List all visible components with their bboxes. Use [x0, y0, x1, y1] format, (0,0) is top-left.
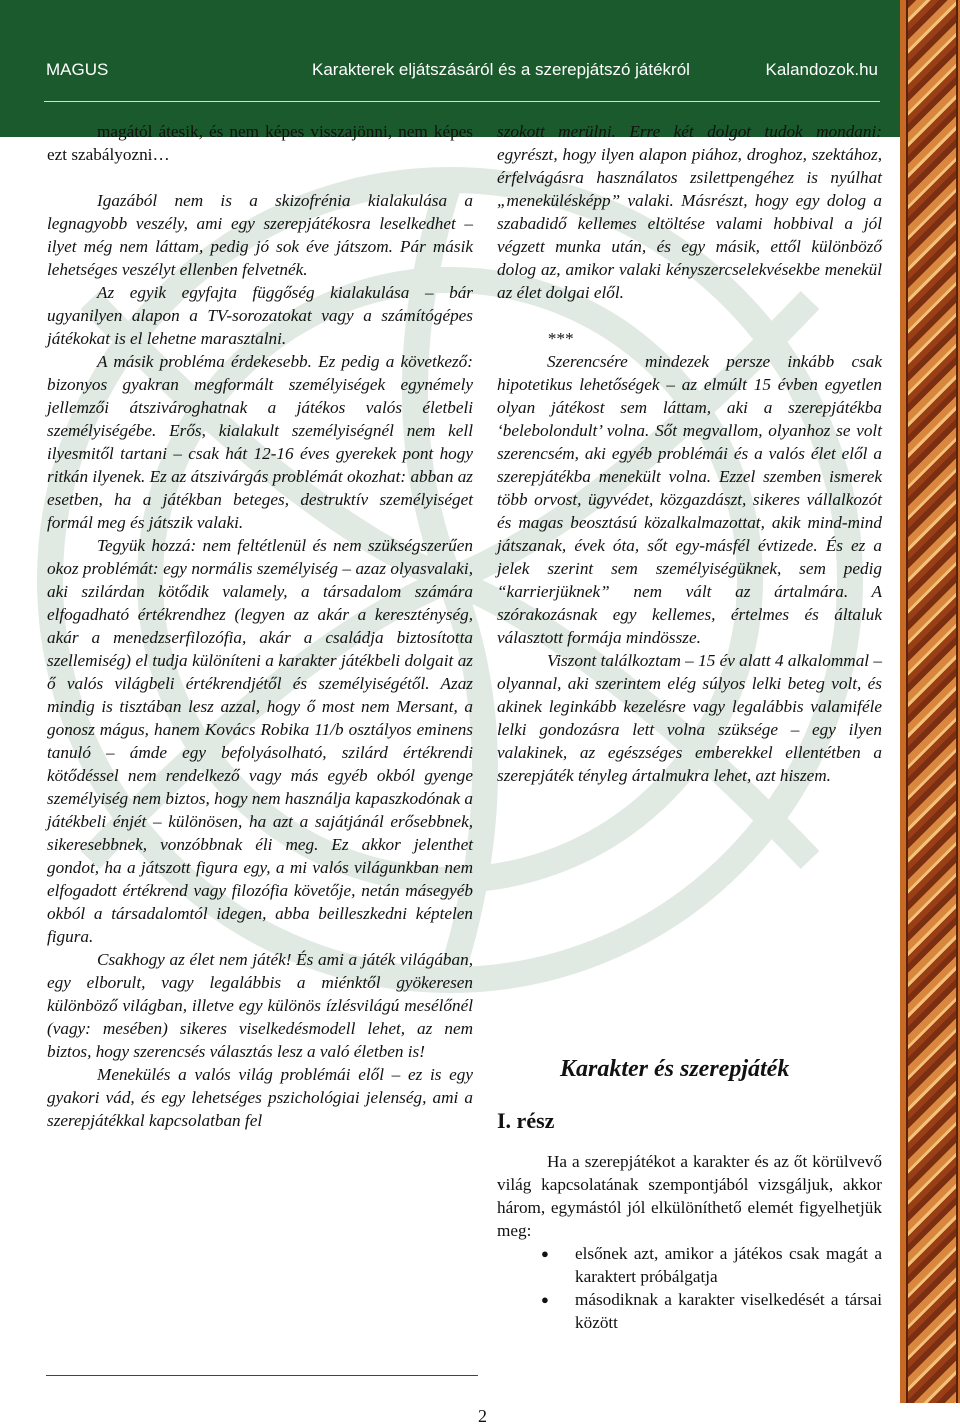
braid-pattern — [906, 0, 958, 1403]
right-column — [497, 120, 882, 787]
list-item: ● másodiknak a karakter viselkedését a társai között — [497, 1288, 882, 1334]
paragraph: szokott merülni. Erre két dolgot tudok mondani: egyrészt, hogy ilyen alapon piához, droghoz, szektához, érfelvágásra használatos zsilettpengéhez is nyúlhat „menekülésképp” valaki. Másrészt, hogy egy dolog a szabadidő kellemes eltöltése valami hobbival a jól végzett munka után, és egy másik, ettől különböző dolog az, amikor valaki kényszercselekvésekbe menekül az élet dolgai elől. — [497, 122, 882, 302]
section-separator: *** — [547, 329, 573, 348]
paragraph: Ha a szerepjátékot a karakter és az őt körülvevő világ kapcsolatának szempontjából vizsgáljuk, akkor három, egymástól jól elkülöníthető elemét figyelhetjük meg: — [497, 1152, 882, 1240]
paragraph: Igazából nem is a skizofrénia kialakulása a legnagyobb veszély, ami egy szerepjátékosra leselkedhet – ilyet még nem láttam, pedig jó sok éve játszom. Pár másik lehetséges veszélyt ellenben felvetnék. — [47, 191, 473, 279]
paragraph: Tegyük hozzá: nem feltétlenül és nem szükségszerűen okoz problémát: egy normális személyiség – azaz olyasvalaki, aki szilárdan kötődik valamely, a társadalom számára elfogadható értékrendhez (legyen az akár a kereszténység, akár a menedzserfilozófia, akár a családja biztosította szellemiség) el tudja különíteni a karakter játékbeli dolgait az ő valós világbeli értékrendjétől és személyiségétől. Azaz mindig is tisztában lesz azzal, hogy ő most nem Mersant, a gonosz mágus, hanem Kovács Robika 11/b osztályos eminens tanuló – ámde egy befolyásolható, szilárd értékrendi kötődéssel nem rendelkező vagy más egyéb okból gyenge személyiség nem biztos, hogy nem használja kapaszkodónak a játékbeli énjét – különösen, ha azt a sajátjánál erősebbnek, sikeresebbnek, vonzóbbnak éli meg. Ez akkor jelenthet gondot, ha a játszott figura egy, a mi valós világunkban nem elfogadott értékrend vagy filozófia követője, netán másegyéb okból a társadalomtól idegen, abba beilleszkedni képtelen figura. — [47, 536, 473, 946]
paragraph: Csakhogy az élet nem játék! És ami a játék világában, egy elborult, vagy legalábbis a miénktől gyökeresen különböző világban, illetve egy különös ízlésvilágú mesélőnél (vagy: mesében) sikeres viselkedésmodell lehet, az nem biztos, hogy szerencsés választás lesz a való életben is! — [47, 950, 473, 1061]
paragraph: Szerencsére mindezek persze inkább csak hipotetikus lehetőségek – az elmúlt 15 évben egyetlen olyan játékost sem láttam, aki a szerepjátékba ‘belebolondult’ volna. Sőt megvallom, olyanhoz se volt szerencsém, aki egyéb problémái és a valós élet elől a szerepjátékba menekült volna. Ezzel szemben ismerek több orvost, ügyvédet, közgazdászt, sikeres vállalkozót és magas beosztású közalkalmazottat, akik mind-mind játszanak, évek óta, sőt egy-másfél évtizede. És ez a jelek szerint sem személyiségüknek, sem pedig “karrierjüknek” nem vált az ártalmára. A szórakozásnak egy kellemes, értelmes és általuk választott formája mindössze. — [497, 352, 882, 647]
footer-divider — [46, 1375, 478, 1376]
paragraph: Viszont találkoztam – 15 év alatt 4 alkalommal – olyannal, aki szerintem elég súlyos lelki beteg volt, és akinek leginkább kezelésre vagy legalábbis valamiféle lelki gondozásra lett volna szüksége – egy ilyen valakinek, az egészséges emberekkel ellentétben a szerepjáték tényleg ártalmukra lehet, azt hiszem. — [497, 651, 882, 785]
running-header — [0, 60, 900, 82]
header-site: Kalandozok.hu — [765, 60, 878, 79]
paragraph: A másik probléma érdekesebb. Ez pedig a következő: bizonyos gyakran megformált személyiségek egynémely jellemzői átszivároghatnak a játékos valós életbeli személyiségébe. Erős, kialakult személyiségnél nem kell ilyesmitől tartani – csak hát 12-16 éves gyerekek pont hogy ritkán ilyenek. Ez az átszivárgás problémát okozhat: abban az esetben, ha a játékban beteges, destruktív személyiséget formál meg és játszik valaki. — [47, 352, 473, 532]
page-number: 2 — [478, 1406, 487, 1426]
header-magazine: MAGUS — [46, 60, 109, 79]
paragraph: Az egyik egyfajta függőség kialakulása – bár ugyanilyen alapon a TV-sorozatokat vagy a számítógépes játékokat is el lehetne marasztalni. — [47, 283, 473, 348]
page-body — [0, 106, 900, 1426]
left-column — [47, 120, 473, 1132]
header-article-title: Karakterek eljátszásáról és a szerepjátszó játékról — [312, 60, 690, 79]
section-intro-block — [497, 1150, 882, 1334]
section-title: Karakter és szerepjáték — [560, 1056, 790, 1082]
paragraph: Menekülés a valós világ problémái elől – ez is egy gyakori vád, és egy lehetséges pszichológiai jelenség, ami a szerepjátékkal kapcsolatban fel — [47, 1065, 473, 1130]
bullet-list — [497, 1242, 882, 1334]
paragraph: magától átesik, és nem képes visszajönni, nem képes ezt szabályozni… — [47, 122, 473, 164]
part-title: I. rész — [497, 1108, 555, 1133]
decorative-border — [900, 0, 960, 1403]
list-item: ● elsőnek azt, amikor a játékos csak magát a karaktert próbálgatja — [497, 1242, 882, 1288]
